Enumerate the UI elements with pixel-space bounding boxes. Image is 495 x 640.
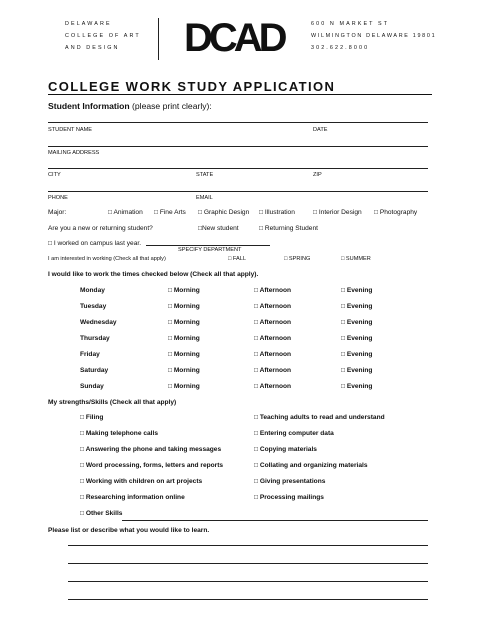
skill-checkbox[interactable]: □ Giving presentations <box>254 478 326 485</box>
specify-department-label: SPECIFY DEPARTMENT <box>178 247 242 253</box>
schedule-slot-checkbox[interactable]: □ Morning <box>168 303 200 310</box>
logo-text: DCAD <box>184 18 284 58</box>
title-rule <box>48 94 432 95</box>
schedule-slot-checkbox[interactable]: □ Morning <box>168 351 200 358</box>
skill-checkbox[interactable]: □ Making telephone calls <box>80 430 158 437</box>
major-graphic-design[interactable]: □ Graphic Design <box>198 209 250 216</box>
returning-student-option[interactable]: □ Returning Student <box>259 225 318 232</box>
schedule-slot-checkbox[interactable]: □ Afternoon <box>254 383 292 390</box>
page-title: COLLEGE WORK STUDY APPLICATION <box>48 79 336 94</box>
learn-line[interactable] <box>68 581 428 582</box>
major-photography[interactable]: □ Photography <box>374 209 418 216</box>
skill-checkbox[interactable]: □ Entering computer data <box>254 430 334 437</box>
school-name-line-3: AND DESIGN <box>65 45 120 51</box>
schedule-slot-checkbox[interactable]: □ Morning <box>168 367 200 374</box>
state-label: STATE <box>196 172 214 178</box>
skill-checkbox[interactable]: □ Filing <box>80 414 104 421</box>
schedule-slot-checkbox[interactable]: □ Afternoon <box>254 319 292 326</box>
skill-checkbox[interactable]: □ Answering the phone and taking messages <box>80 446 222 453</box>
skill-checkbox[interactable]: □ Researching information online <box>80 494 185 501</box>
major-label: Major: <box>48 209 67 216</box>
schedule-slot-checkbox[interactable]: □ Afternoon <box>254 287 292 294</box>
schedule-slot-checkbox[interactable]: □ Morning <box>168 287 200 294</box>
schedule-day: Saturday <box>80 367 109 374</box>
term-interest-label: I am interested in working (Check all that apply) <box>48 256 166 262</box>
major-fine-arts[interactable]: □ Fine Arts <box>154 209 186 216</box>
term-spring[interactable]: □ SPRING <box>284 256 311 262</box>
dcad-logo <box>184 18 288 58</box>
schedule-day: Wednesday <box>80 319 117 326</box>
skill-checkbox[interactable]: □ Collating and organizing materials <box>254 462 368 469</box>
new-student-option[interactable]: □New student <box>198 225 239 232</box>
schedule-day: Tuesday <box>80 303 107 310</box>
school-name-line-1: DELAWARE <box>65 21 112 27</box>
schedule-day: Friday <box>80 351 100 358</box>
skill-checkbox[interactable]: □ Other Skills <box>80 510 123 517</box>
schedule-day: Monday <box>80 287 105 294</box>
other-skills-line[interactable] <box>122 520 428 521</box>
header-divider <box>158 18 159 60</box>
mailing-address-label: MAILING ADDRESS <box>48 150 100 156</box>
schedule-slot-checkbox[interactable]: □ Evening <box>341 367 373 374</box>
schedule-day: Thursday <box>80 335 110 342</box>
schedule-slot-checkbox[interactable]: □ Afternoon <box>254 351 292 358</box>
schedule-slot-checkbox[interactable]: □ Evening <box>341 319 373 326</box>
learn-line[interactable] <box>68 563 428 564</box>
name-line[interactable] <box>48 122 428 123</box>
learn-prompt: Please list or describe what you would like to learn. <box>48 527 210 534</box>
major-animation[interactable]: □ Animation <box>108 209 143 216</box>
term-fall[interactable]: □ FALL <box>228 256 246 262</box>
schedule-slot-checkbox[interactable]: □ Evening <box>341 383 373 390</box>
skill-checkbox[interactable]: □ Word processing, forms, letters and reports <box>80 462 224 469</box>
schedule-slot-checkbox[interactable]: □ Evening <box>341 351 373 358</box>
skill-checkbox[interactable]: □ Teaching adults to read and understand <box>254 414 385 421</box>
department-line[interactable] <box>146 245 270 246</box>
address-line[interactable] <box>48 146 428 147</box>
major-interior-design[interactable]: □ Interior Design <box>313 209 362 216</box>
zip-label: ZIP <box>313 172 322 178</box>
schedule-slot-checkbox[interactable]: □ Morning <box>168 319 200 326</box>
student-name-label: STUDENT NAME <box>48 127 93 133</box>
schedule-slot-checkbox[interactable]: □ Evening <box>341 287 373 294</box>
city-line[interactable] <box>48 168 428 169</box>
school-name-line-2: COLLEGE OF ART <box>65 33 141 39</box>
student-type-question: Are you a new or returning student? <box>48 225 153 232</box>
address-line-2: WILMINGTON DELAWARE 19801 <box>311 33 437 39</box>
major-illustration[interactable]: □ Illustration <box>259 209 295 216</box>
date-label: DATE <box>313 127 328 133</box>
schedule-day: Sunday <box>80 383 104 390</box>
worked-on-campus-option[interactable]: □ I worked on campus last year. <box>48 240 142 247</box>
skills-heading: My strengths/Skills (Check all that apply) <box>48 399 177 406</box>
learn-line[interactable] <box>68 545 428 546</box>
term-summer[interactable]: □ SUMMER <box>341 256 371 262</box>
schedule-slot-checkbox[interactable]: □ Morning <box>168 383 200 390</box>
schedule-slot-checkbox[interactable]: □ Afternoon <box>254 367 292 374</box>
skill-checkbox[interactable]: □ Processing mailings <box>254 494 324 501</box>
student-info-heading: Student Information (please print clearly): <box>48 101 212 111</box>
schedule-slot-checkbox[interactable]: □ Morning <box>168 335 200 342</box>
skill-checkbox[interactable]: □ Working with children on art projects <box>80 478 203 485</box>
skill-checkbox[interactable]: □ Copying materials <box>254 446 317 453</box>
learn-line[interactable] <box>68 599 428 600</box>
phone-email-line[interactable] <box>48 191 428 192</box>
schedule-slot-checkbox[interactable]: □ Afternoon <box>254 335 292 342</box>
schedule-slot-checkbox[interactable]: □ Evening <box>341 335 373 342</box>
email-label: EMAIL <box>196 195 213 201</box>
address-line-1: 600 N MARKET ST <box>311 21 390 27</box>
city-label: CITY <box>48 172 61 178</box>
schedule-slot-checkbox[interactable]: □ Afternoon <box>254 303 292 310</box>
schedule-slot-checkbox[interactable]: □ Evening <box>341 303 373 310</box>
times-heading: I would like to work the times checked below (Check all that apply). <box>48 271 259 278</box>
phone-line: 302.622.8000 <box>311 45 370 51</box>
phone-label: PHONE <box>48 195 68 201</box>
